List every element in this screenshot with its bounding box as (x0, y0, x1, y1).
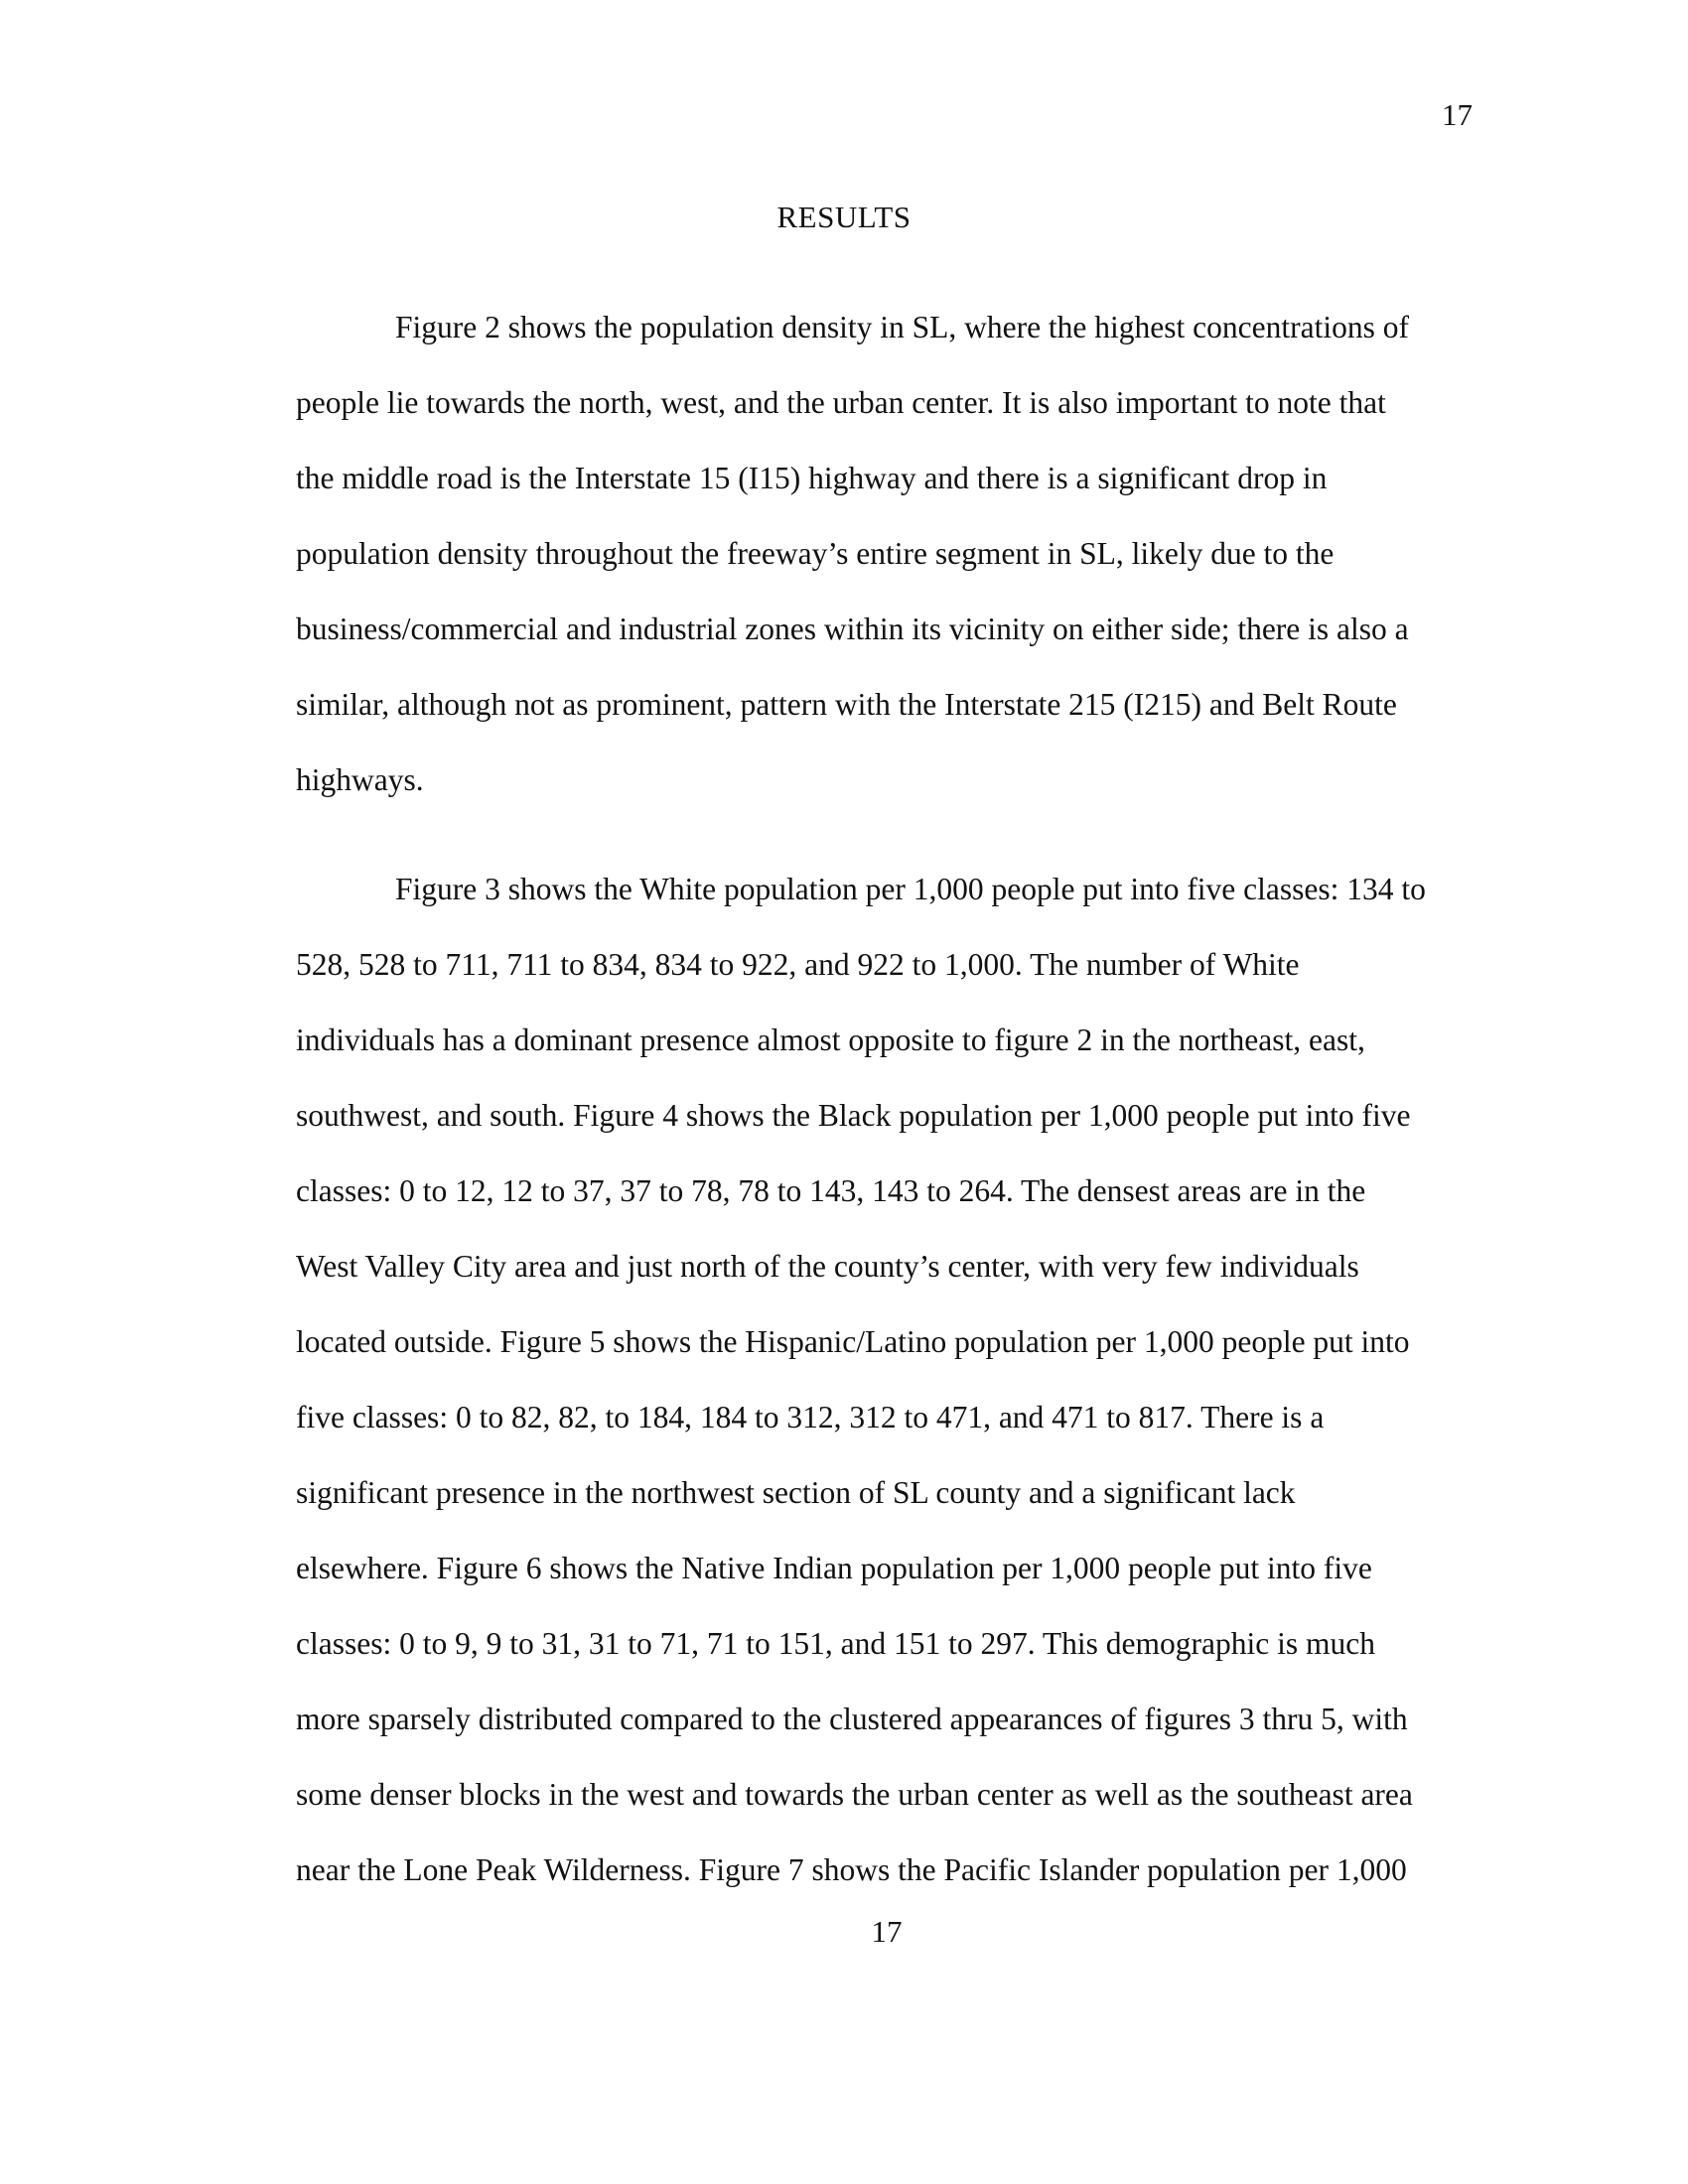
paragraph-line: 528, 528 to 711, 711 to 834, 834 to 922, and 922 to 1,000. The number of White (296, 947, 1300, 982)
paragraph-line: individuals has a dominant presence almost opposite to figure 2 in the northeast, east, (296, 1023, 1365, 1057)
paragraph-line: population density throughout the freeway’s entire segment in SL, likely due to the (296, 536, 1335, 571)
paragraph-line: highways. (296, 762, 424, 797)
paragraph-line: similar, although not as prominent, pattern with the Interstate 215 (I215) and Belt Route (296, 687, 1397, 722)
paragraph-line: near the Lone Peak Wilderness. Figure 7 shows the Pacific Islander population per 1,000 (296, 1852, 1407, 1887)
page-number-top: 17 (1442, 97, 1473, 132)
paragraph-line: business/commercial and industrial zones within its vicinity on either side; there is also a (296, 612, 1409, 646)
paragraph-line: elsewhere. Figure 6 shows the Native Indian population per 1,000 people put into five (296, 1551, 1372, 1585)
paragraph-line: Figure 3 shows the White population per 1,000 people put into five classes: 134 to (395, 872, 1426, 906)
paragraph-line: southwest, and south. Figure 4 shows the Black population per 1,000 people put into five (296, 1098, 1411, 1133)
paragraph-line: West Valley City area and just north of the county’s center, with very few individuals (296, 1249, 1359, 1284)
paragraph-line: classes: 0 to 9, 9 to 31, 31 to 71, 71 to 151, and 151 to 297. This demographic is much (296, 1626, 1375, 1661)
paragraph-line: people lie towards the north, west, and the urban center. It is also important to note that (296, 385, 1386, 420)
paragraph-line: classes: 0 to 12, 12 to 37, 37 to 78, 78 to 143, 143 to 264. The densest areas are in the (296, 1173, 1366, 1208)
paragraph-line: the middle road is the Interstate 15 (I15) highway and there is a significant drop in (296, 461, 1328, 495)
paragraph-line: more sparsely distributed compared to the clustered appearances of figures 3 thru 5, with (296, 1702, 1408, 1736)
paragraph-line: five classes: 0 to 82, 82, to 184, 184 to 312, 312 to 471, and 471 to 817. There is a (296, 1400, 1325, 1434)
paragraph-line: some denser blocks in the west and towards the urban center as well as the southeast area (296, 1777, 1413, 1812)
page-number-bottom: 17 (871, 1914, 903, 1949)
section-heading: RESULTS (776, 200, 912, 234)
paragraph-line: significant presence in the northwest section of SL county and a significant lack (296, 1475, 1296, 1510)
paragraph-line: Figure 2 shows the population density in SL, where the highest concentrations of (395, 310, 1409, 344)
paragraph-line: located outside. Figure 5 shows the Hispanic/Latino population per 1,000 people put into (296, 1324, 1410, 1359)
paragraph-2 (296, 852, 1487, 1908)
paragraph-1 (296, 290, 1487, 818)
